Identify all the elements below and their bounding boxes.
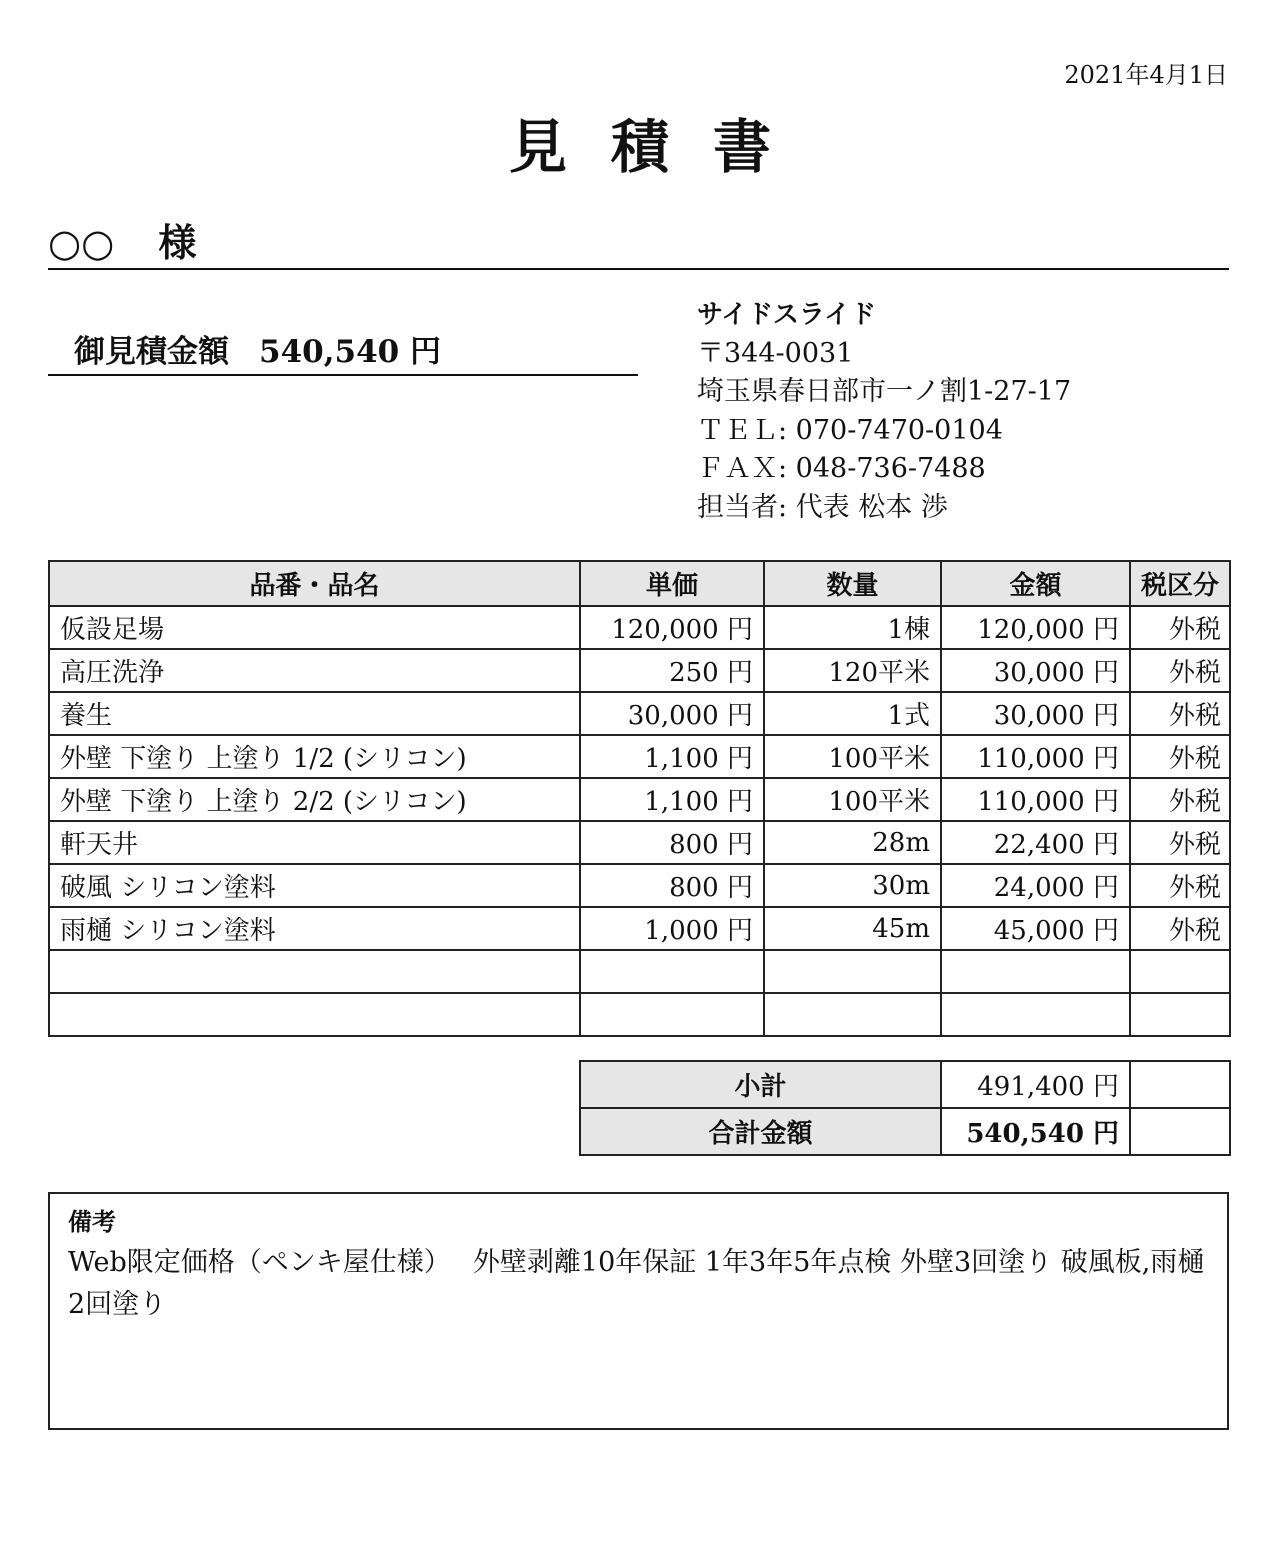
amount-cell <box>941 993 1130 1036</box>
item-name-cell: 破風 シリコン塗料 <box>49 864 580 907</box>
unit-price-cell: 250 円 <box>580 649 764 692</box>
amount-cell: 45,000 円 <box>941 907 1130 950</box>
table-row <box>49 692 1230 735</box>
table-row <box>49 907 1230 950</box>
amount-cell: 30,000 円 <box>941 692 1130 735</box>
unit-price-cell <box>580 993 764 1036</box>
issue-date: 2021年4月1日 <box>1064 61 1228 89</box>
column-header-item: 品番・品名 <box>49 561 580 606</box>
company-name: サイドスライド <box>697 300 877 330</box>
quantity-cell: 30m <box>764 864 941 907</box>
estimate-amount-label: 御見積金額 <box>74 334 229 370</box>
amount-cell: 30,000 円 <box>941 649 1130 692</box>
amount-cell: 22,400 円 <box>941 821 1130 864</box>
company-postal: 〒344-0031 <box>697 337 854 369</box>
item-name-cell: 養生 <box>49 692 580 735</box>
unit-price-cell: 1,100 円 <box>580 778 764 821</box>
tax-cell <box>1130 993 1230 1036</box>
amount-cell: 110,000 円 <box>941 778 1130 821</box>
column-header-tax: 税区分 <box>1130 561 1230 606</box>
remarks-box <box>48 1192 1229 1430</box>
amount-cell <box>941 950 1130 993</box>
table-row-empty <box>49 950 1230 993</box>
document-title: 見積書 <box>508 113 815 181</box>
subtotal-row <box>580 1061 1230 1108</box>
table-row <box>49 821 1230 864</box>
company-tel: ＴＥＬ: 070-7470-0104 <box>697 414 1003 446</box>
quantity-cell: 120平米 <box>764 649 941 692</box>
estimate-amount-line <box>48 326 638 376</box>
quantity-cell: 100平米 <box>764 778 941 821</box>
unit-price-cell <box>580 950 764 993</box>
grand-total-row <box>580 1108 1230 1155</box>
subtotal-tax-cell <box>1130 1061 1230 1108</box>
unit-price-cell: 800 円 <box>580 864 764 907</box>
amount-cell: 110,000 円 <box>941 735 1130 778</box>
tax-cell: 外税 <box>1130 692 1230 735</box>
quantity-cell: 1棟 <box>764 606 941 649</box>
tax-cell <box>1130 950 1230 993</box>
quantity-cell: 1式 <box>764 692 941 735</box>
quantity-cell: 28m <box>764 821 941 864</box>
column-header-amount: 金額 <box>941 561 1130 606</box>
unit-price-cell: 800 円 <box>580 821 764 864</box>
tax-cell: 外税 <box>1130 907 1230 950</box>
amount-cell: 24,000 円 <box>941 864 1130 907</box>
amount-cell: 120,000 円 <box>941 606 1130 649</box>
remarks-label: 備考 <box>68 1207 116 1236</box>
item-name-cell <box>49 993 580 1036</box>
unit-price-cell: 30,000 円 <box>580 692 764 735</box>
company-contact: 担当者: 代表 松本 渉 <box>697 491 948 523</box>
quantity-cell: 45m <box>764 907 941 950</box>
item-name-cell: 仮設足場 <box>49 606 580 649</box>
table-row-empty <box>49 993 1230 1036</box>
remarks-text: Web限定価格（ペンキ屋仕様） 外壁剥離10年保証 1年3年5年点検 外壁3回塗り 破風板,雨樋2回塗り <box>68 1247 1205 1320</box>
unit-price-cell: 1,000 円 <box>580 907 764 950</box>
column-header-unit-price: 単価 <box>580 561 764 606</box>
table-row <box>49 778 1230 821</box>
grand-total-label: 合計金額 <box>580 1108 941 1155</box>
company-address: 埼玉県春日部市一ノ割1-27-17 <box>697 376 1072 407</box>
column-header-quantity: 数量 <box>764 561 941 606</box>
tax-cell: 外税 <box>1130 735 1230 778</box>
table-row <box>49 864 1230 907</box>
tax-cell: 外税 <box>1130 778 1230 821</box>
subtotal-label: 小計 <box>580 1061 941 1108</box>
unit-price-cell: 120,000 円 <box>580 606 764 649</box>
quantity-cell <box>764 950 941 993</box>
tax-cell: 外税 <box>1130 649 1230 692</box>
customer-line <box>48 212 1229 270</box>
unit-price-cell: 1,100 円 <box>580 735 764 778</box>
grand-total-tax-cell <box>1130 1108 1230 1155</box>
item-name-cell: 雨樋 シリコン塗料 <box>49 907 580 950</box>
tax-cell: 外税 <box>1130 864 1230 907</box>
customer-honorific: 様 <box>158 220 197 265</box>
table-row <box>49 649 1230 692</box>
item-name-cell <box>49 950 580 993</box>
item-name-cell: 外壁 下塗り 上塗り 1/2 (シリコン) <box>49 735 580 778</box>
table-header-row <box>49 561 1230 606</box>
table-row <box>49 735 1230 778</box>
tax-cell: 外税 <box>1130 606 1230 649</box>
quantity-cell: 100平米 <box>764 735 941 778</box>
line-items-table <box>48 560 1231 1037</box>
company-info <box>697 296 1071 527</box>
tax-cell: 外税 <box>1130 821 1230 864</box>
grand-total-value: 540,540 円 <box>941 1108 1130 1155</box>
totals-table <box>579 1060 1231 1156</box>
item-name-cell: 外壁 下塗り 上塗り 2/2 (シリコン) <box>49 778 580 821</box>
item-name-cell: 軒天井 <box>49 821 580 864</box>
subtotal-value: 491,400 円 <box>941 1061 1130 1108</box>
company-fax: ＦＡＸ: 048-736-7488 <box>697 453 986 484</box>
customer-name: ○○ <box>48 220 115 265</box>
quantity-cell <box>764 993 941 1036</box>
item-name-cell: 高圧洗浄 <box>49 649 580 692</box>
estimate-amount-value: 540,540 円 <box>259 334 442 370</box>
table-row <box>49 606 1230 649</box>
